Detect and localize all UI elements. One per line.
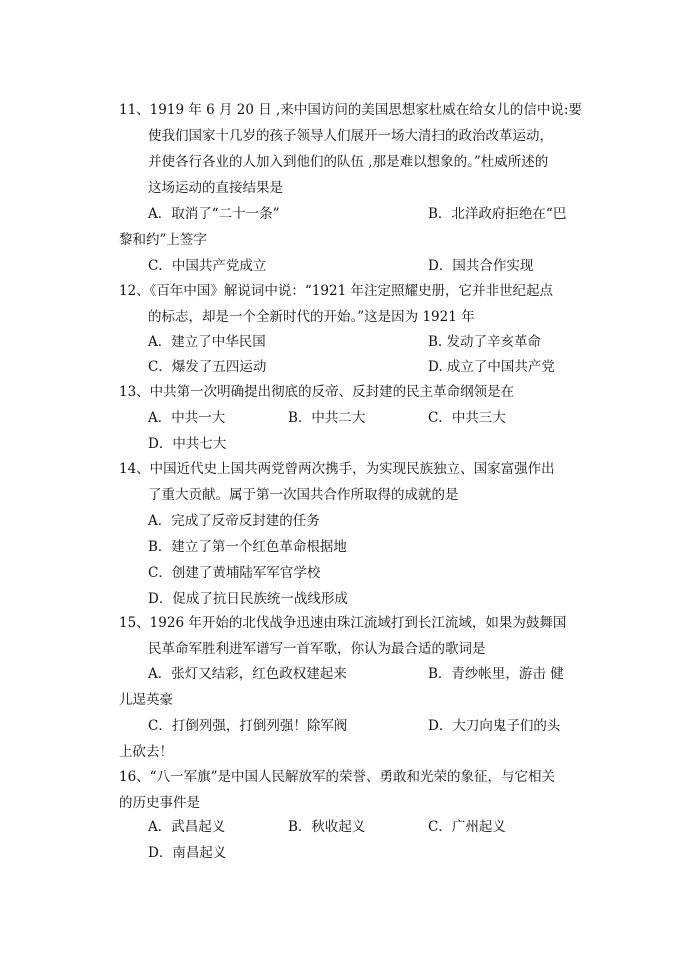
question-11-text-line-1: 11、1919 年 6 月 20 日 ,来中国访问的美国思想家杜威在给女儿的信中说:要 bbox=[119, 102, 582, 118]
question-15-option-d-continued: 上砍去！ bbox=[119, 744, 173, 760]
question-14-text-line-1: 14、中国近代史上国共两党曾两次携手，为实现民族独立、国家富强作出 bbox=[119, 461, 555, 477]
question-16-option-c: C．广州起义 bbox=[428, 819, 506, 835]
question-12-option-d: D. 成立了中国共产党 bbox=[428, 359, 555, 375]
question-14-option-c: C．创建了黄埔陆军军官学校 bbox=[148, 565, 321, 581]
question-14-option-b: B．建立了第一个红色革命根据地 bbox=[148, 539, 347, 555]
question-13-option-a: A．中共一大 bbox=[148, 410, 226, 426]
question-14-option-a: A．完成了反帝反封建的任务 bbox=[148, 513, 320, 529]
question-11-option-a: A．取消了“二十一条” bbox=[148, 206, 280, 222]
question-13-option-b: B．中共二大 bbox=[288, 410, 366, 426]
question-15-option-b: B．青纱帐里，游击 健 bbox=[428, 666, 564, 682]
question-13-text-line-1: 13、中共第一次明确提出彻底的反帝、反封建的民主革命纲领是在 bbox=[119, 384, 515, 400]
question-15-option-d: D．大刀向鬼子们的头 bbox=[428, 718, 561, 734]
question-11-option-c: C．中国共产党成立 bbox=[148, 258, 267, 274]
question-12-text-line-2: 的标志，却是一个全新时代的开始。”这是因为 1921 年 bbox=[148, 309, 475, 325]
question-16-option-b: B．秋收起义 bbox=[288, 819, 366, 835]
question-13-option-d: D．中共七大 bbox=[148, 436, 227, 452]
question-11-option-b-continued: 黎和约”上签字 bbox=[119, 232, 207, 248]
question-15-option-b-continued: 儿逞英豪 bbox=[119, 692, 173, 708]
question-12-option-a: A．建立了中华民国 bbox=[148, 334, 266, 350]
question-13-option-c: C．中共三大 bbox=[428, 410, 506, 426]
question-11-option-d: D．国共合作实现 bbox=[428, 258, 534, 274]
question-15-option-a: A．张灯又结彩，红色政权建起来 bbox=[148, 666, 347, 682]
question-12-option-c: C．爆发了五四运动 bbox=[148, 359, 267, 375]
question-14-option-d: D．促成了抗日民族统一战线形成 bbox=[148, 591, 348, 607]
question-15-option-c: C．打倒列强，打倒列强！除军阀 bbox=[148, 718, 348, 734]
question-11-text-line-4: 这场运动的直接结果是 bbox=[148, 180, 283, 196]
question-11-text-line-2: 使我们国家十几岁的孩子领导人们展开一场大清扫的政治改革运动， bbox=[148, 128, 553, 144]
question-12-option-b: B. 发动了辛亥革命 bbox=[428, 334, 542, 350]
question-16-option-d: D．南昌起义 bbox=[148, 845, 227, 861]
question-16-option-a: A．武昌起义 bbox=[148, 819, 226, 835]
question-11-option-b: B．北洋政府拒绝在“巴 bbox=[428, 206, 567, 222]
question-16-text-line-1: 16、“八一军旗”是中国人民解放军的荣誉、勇敢和光荣的象征，与它相关 bbox=[119, 769, 555, 785]
question-16-text-line-2: 的历史事件是 bbox=[119, 795, 200, 811]
question-11-text-line-3: 并使各行各业的人加入到他们的队伍 ,那是难以想象的。”杜威所述的 bbox=[148, 154, 549, 170]
question-14-text-line-2: 了重大贡献。属于第一次国共合作所取得的成就的是 bbox=[148, 487, 459, 503]
question-15-text-line-2: 民革命军胜利进军谱写一首军歌，你认为最合适的歌词是 bbox=[148, 641, 486, 657]
question-15-text-line-1: 15、1926 年开始的北伐战争迅速由珠江流域打到长江流域，如果为鼓舞国 bbox=[119, 615, 567, 631]
question-12-text-line-1: 12、《百年中国》解说词中说：“1921 年注定照耀史册，它并非世纪起点 bbox=[119, 283, 553, 299]
